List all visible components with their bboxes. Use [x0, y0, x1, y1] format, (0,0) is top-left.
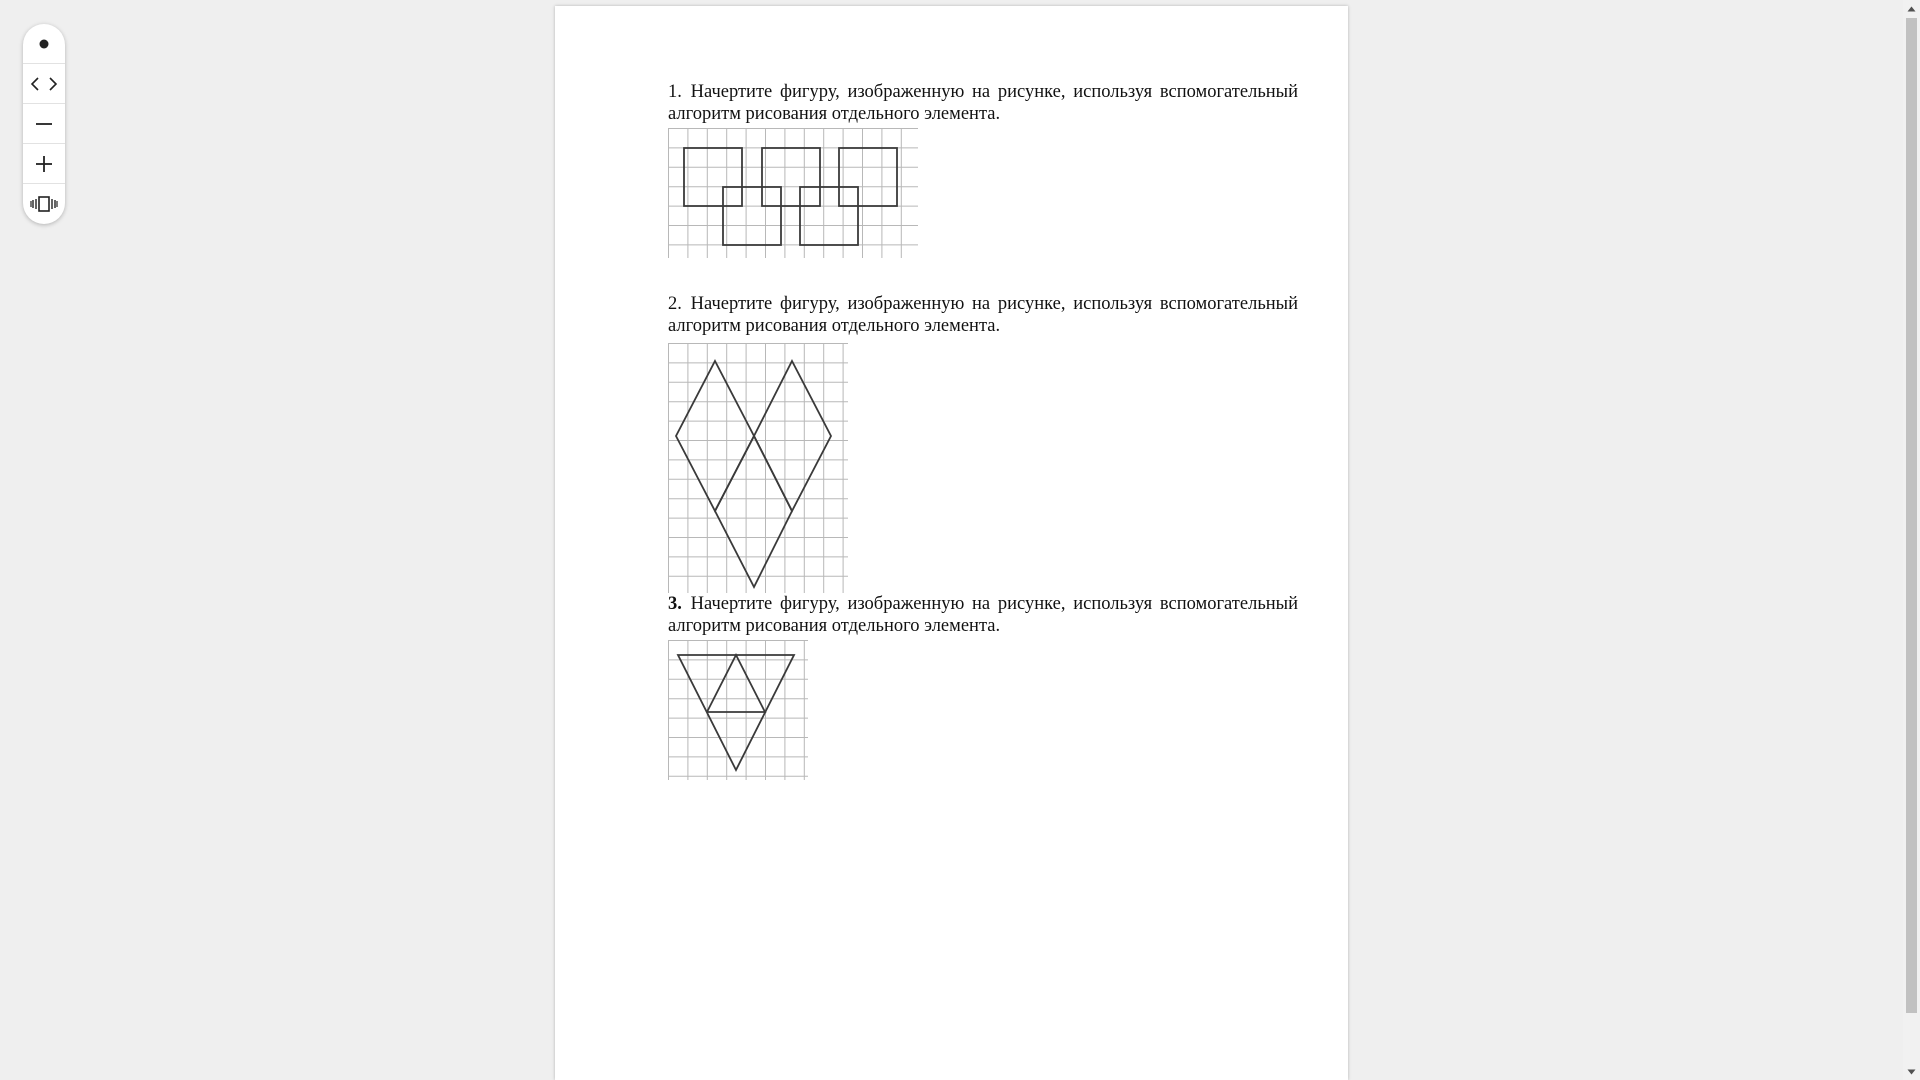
- zoom-in-button[interactable]: [23, 144, 65, 184]
- task-3-triangles: [678, 655, 794, 770]
- scroll-down-arrow-icon: [1907, 1069, 1916, 1075]
- zoom-out-button[interactable]: [23, 104, 65, 144]
- task-1-squares: [684, 148, 897, 245]
- task-2-rhombuses: [676, 361, 831, 587]
- task-1-figure: [668, 128, 918, 258]
- code-brackets-icon: [29, 75, 59, 93]
- fit-page-icon: [29, 195, 59, 213]
- task-2-grid: [668, 343, 848, 593]
- task-2-figure: [668, 343, 848, 593]
- task-2-number: 2.: [668, 294, 682, 314]
- scroll-up-button[interactable]: [1903, 0, 1920, 17]
- scroll-down-button[interactable]: [1903, 1063, 1920, 1080]
- vertical-scrollbar[interactable]: [1903, 0, 1920, 1080]
- task-3-grid: [668, 640, 808, 780]
- document-page: [555, 6, 1348, 1080]
- scrollbar-thumb[interactable]: [1906, 18, 1917, 1013]
- task-2-instruction: Начертите фигуру, изображенную на рисунке, используя вспомогательный алгоритм рисования отдельного элемента.: [668, 294, 1298, 336]
- scroll-up-arrow-icon: [1907, 6, 1916, 12]
- task-3-instruction: Начертите фигуру, изображенную на рисунке, используя вспомогательный алгоритм рисования отдельного элемента.: [668, 594, 1298, 636]
- dot-button[interactable]: [23, 24, 65, 64]
- zoom-out-icon: [34, 114, 54, 134]
- zoom-in-icon: [34, 154, 54, 174]
- task-1-text: [668, 82, 1298, 125]
- task-3-text: [668, 594, 1298, 637]
- task-3-figure: [668, 640, 808, 780]
- code-brackets-button[interactable]: [23, 64, 65, 104]
- task-2-text: [668, 294, 1298, 337]
- viewer-toolbar: [23, 24, 65, 224]
- task-1-number: 1.: [668, 82, 682, 102]
- task-3-number: 3.: [668, 594, 682, 614]
- task-1-instruction: Начертите фигуру, изображенную на рисунке, используя вспомогательный алгоритм рисования отдельного элемента.: [668, 82, 1298, 124]
- dot-icon: [38, 38, 50, 50]
- fit-page-button[interactable]: [23, 184, 65, 224]
